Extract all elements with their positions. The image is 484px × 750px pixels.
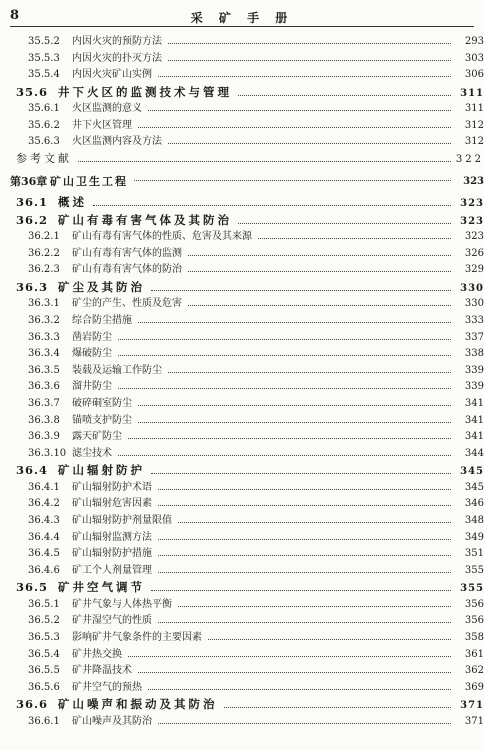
dot-leader <box>178 522 451 523</box>
dot-leader <box>138 405 451 406</box>
toc-entry <box>0 263 484 280</box>
dot-leader <box>78 161 451 162</box>
toc-entry <box>0 85 484 103</box>
toc-entry-title: 矿山辐射防护剂量限值 <box>72 514 172 526</box>
dot-leader <box>158 723 451 724</box>
toc-entry-title: 爆破防尘 <box>72 348 112 360</box>
toc-entry <box>0 531 484 548</box>
toc-entry-title: 参考文献 <box>16 152 72 166</box>
dot-leader <box>188 255 451 256</box>
dot-leader <box>168 43 451 44</box>
toc-entry-number: 36.4.4 <box>28 531 60 543</box>
toc-entry-title: 矿山有毒有害气体的防治 <box>72 264 182 276</box>
toc-entry-page: 355 <box>460 583 484 595</box>
toc-entry-number: 36.3.4 <box>28 348 60 360</box>
dot-leader <box>128 438 451 439</box>
toc-entry-page: 339 <box>464 364 484 376</box>
toc-entry-title: 凿岩防尘 <box>72 331 112 343</box>
toc-entry-number: 36.5.3 <box>28 632 60 644</box>
toc-entry <box>0 447 484 464</box>
dot-leader <box>158 76 451 77</box>
dot-leader <box>93 205 451 206</box>
toc-entry-page: 311 <box>464 103 484 115</box>
dot-leader <box>138 127 451 128</box>
dot-leader <box>158 539 451 540</box>
toc-entry-number: 36.2.1 <box>28 231 60 243</box>
toc-entry-number: 36.2 <box>16 212 49 227</box>
toc-entry-page: 341 <box>464 431 484 443</box>
toc-entry-title: 矿山辐射危害因素 <box>72 498 152 510</box>
dot-leader <box>158 505 451 506</box>
toc-entry-page: 355 <box>464 564 484 576</box>
toc-entry <box>0 195 484 213</box>
dot-leader <box>208 639 451 640</box>
toc-entry-number: 36.4.3 <box>28 514 60 526</box>
toc-entry-title: 装载及运输工作防尘 <box>72 364 162 376</box>
toc-entry-page: 326 <box>464 247 484 259</box>
dot-leader <box>224 707 452 708</box>
toc-entry-page: 338 <box>464 348 484 360</box>
toc-entry-title: 露天矿防尘 <box>72 431 122 443</box>
toc-entry <box>0 681 484 698</box>
dot-leader <box>188 271 451 272</box>
toc-entry-number: 35.6 <box>16 84 49 99</box>
toc-entry-page: 349 <box>464 531 484 543</box>
toc-entry <box>0 430 484 447</box>
toc-entry <box>0 347 484 364</box>
toc-entry <box>0 135 484 152</box>
toc-entry <box>0 715 484 732</box>
toc-entry-number: 36.3.9 <box>28 431 60 443</box>
toc-entry <box>0 280 484 298</box>
dot-leader <box>151 473 451 474</box>
toc-entry-number: 36.2.3 <box>28 264 60 276</box>
toc-entry-title: 矿尘及其防治 <box>58 279 145 294</box>
toc-entry-number: 35.6.3 <box>28 136 60 148</box>
toc-entry-title: 矿井热交换 <box>72 648 122 660</box>
toc-entry-page: 345 <box>460 466 484 478</box>
toc-entry-title: 矿井气象与人体热平衡 <box>72 598 172 610</box>
toc-entry-page: 337 <box>464 331 484 343</box>
toc-entry-number: 35.5.2 <box>28 36 60 47</box>
toc-entry-number: 36.3.10 <box>28 447 67 459</box>
toc-entry-page: 362 <box>464 665 484 677</box>
toc-entry <box>0 697 484 715</box>
toc-entry-page: 311 <box>460 87 484 99</box>
table-of-contents <box>0 35 484 732</box>
toc-entry-title: 井下火区管理 <box>72 119 132 131</box>
toc-entry-title: 矿山辐射监测方法 <box>72 531 152 543</box>
toc-entry-page: 323 <box>464 231 484 243</box>
toc-entry-number: 36.5 <box>16 580 49 595</box>
toc-entry-page: 322 <box>455 154 484 166</box>
dot-leader <box>158 555 451 556</box>
dot-leader <box>178 606 451 607</box>
toc-entry-title: 矿山辐射防护措施 <box>72 548 152 560</box>
toc-entry <box>0 314 484 331</box>
toc-entry-title: 矿山噪声和振动及其防治 <box>58 697 218 712</box>
dot-leader <box>118 339 451 340</box>
toc-entry-page: 356 <box>464 598 484 610</box>
dot-leader <box>151 290 451 291</box>
toc-entry-number: 第36章 <box>10 175 48 189</box>
toc-entry-title: 矿井空气调节 <box>58 580 145 595</box>
toc-entry-number: 36.5.5 <box>28 665 60 677</box>
toc-entry <box>0 463 484 481</box>
toc-entry-title: 矿山噪声及其防治 <box>72 715 152 727</box>
toc-entry-page: 312 <box>464 119 484 131</box>
toc-entry-page: 344 <box>464 447 484 459</box>
dot-leader <box>158 572 451 573</box>
toc-entry <box>0 414 484 431</box>
dot-leader <box>148 110 451 111</box>
dot-leader <box>134 180 451 181</box>
toc-entry-number: 35.5.3 <box>28 52 60 64</box>
toc-entry-number: 36.4.5 <box>28 548 60 560</box>
toc-entry <box>0 68 484 85</box>
toc-entry-number: 36.3.6 <box>28 381 60 393</box>
toc-entry-number: 35.6.2 <box>28 119 60 131</box>
toc-entry <box>0 664 484 681</box>
dot-leader <box>128 656 451 657</box>
toc-entry <box>0 230 484 247</box>
toc-entry-title: 矿工个人剂量管理 <box>72 564 152 576</box>
toc-entry-page: 323 <box>460 215 484 227</box>
toc-entry-number: 36.6.1 <box>28 715 60 727</box>
toc-entry-page: 303 <box>464 52 484 64</box>
toc-entry <box>0 514 484 531</box>
toc-entry-number: 36.4.1 <box>28 481 60 493</box>
toc-entry-number: 36.3.2 <box>28 314 60 326</box>
toc-entry-number: 36.4.6 <box>28 564 60 576</box>
toc-entry-page: 329 <box>464 264 484 276</box>
toc-entry-number: 36.3.1 <box>28 298 60 310</box>
toc-entry-title: 内因火灾的扑灭方法 <box>72 52 162 64</box>
toc-entry-title: 溜井防尘 <box>72 381 112 393</box>
dot-leader <box>258 238 451 239</box>
toc-entry <box>0 580 484 598</box>
toc-entry-title: 井下火区的监测技术与管理 <box>58 84 232 99</box>
page-number: 8 <box>10 8 20 23</box>
dot-leader <box>158 489 451 490</box>
dot-leader <box>138 322 451 323</box>
toc-entry-title: 矿山有毒有害气体的监测 <box>72 247 182 259</box>
toc-entry-title: 锚喷支护防尘 <box>72 414 132 426</box>
dot-leader <box>151 590 451 591</box>
toc-entry-page: 371 <box>460 700 484 712</box>
toc-entry-title: 矿山有毒有害气体及其防治 <box>58 212 232 227</box>
toc-entry-title: 矿井降温技术 <box>72 665 132 677</box>
toc-entry-number: 36.4.2 <box>28 498 60 510</box>
dot-leader <box>168 143 451 144</box>
toc-entry-number: 36.6 <box>16 697 49 712</box>
toc-entry-page: 330 <box>464 298 484 310</box>
page-header <box>10 8 474 27</box>
toc-entry-page: 312 <box>464 136 484 148</box>
toc-entry-number: 36.4 <box>16 463 49 478</box>
toc-entry-page: 358 <box>464 632 484 644</box>
toc-entry-number: 36.3 <box>16 279 49 294</box>
toc-entry-title: 滤尘技术 <box>72 447 112 459</box>
dot-leader <box>118 388 451 389</box>
toc-entry <box>0 648 484 665</box>
toc-entry <box>0 213 484 231</box>
toc-entry <box>0 247 484 264</box>
toc-entry-page: 333 <box>464 314 484 326</box>
toc-entry-number: 35.5.4 <box>28 69 60 81</box>
toc-entry-number: 36.1 <box>16 195 49 210</box>
running-title: 采 矿 手 册 <box>190 11 294 25</box>
toc-entry <box>0 52 484 69</box>
toc-entry-page: 323 <box>460 198 484 210</box>
toc-entry <box>0 547 484 564</box>
toc-entry-page: 348 <box>464 514 484 526</box>
toc-entry <box>0 102 484 119</box>
toc-entry-number: 35.6.1 <box>28 103 60 115</box>
toc-entry <box>0 169 484 195</box>
toc-entry <box>0 380 484 397</box>
toc-entry-page: 341 <box>464 397 484 409</box>
toc-entry-page: 341 <box>464 414 484 426</box>
toc-entry-page: 371 <box>464 715 484 727</box>
toc-entry-title: 内因火灾矿山实例 <box>72 69 152 81</box>
toc-entry-number: 36.3.3 <box>28 331 60 343</box>
toc-entry-title: 矿山辐射防护术语 <box>72 481 152 493</box>
toc-entry <box>0 152 484 169</box>
toc-entry <box>0 297 484 314</box>
toc-entry <box>0 331 484 348</box>
toc-entry-title: 内因火灾的预防方法 <box>72 36 162 47</box>
toc-entry <box>0 35 484 52</box>
toc-entry-number: 36.2.2 <box>28 247 60 259</box>
toc-entry <box>0 631 484 648</box>
toc-entry-title: 矿井空气的预热 <box>72 681 142 693</box>
toc-entry-title: 矿尘的产生、性质及危害 <box>72 298 182 310</box>
toc-entry-title: 影响矿井气象条件的主要因素 <box>72 632 202 644</box>
toc-entry-page: 369 <box>464 681 484 693</box>
dot-leader <box>238 223 451 224</box>
toc-entry <box>0 364 484 381</box>
toc-entry-page: 330 <box>460 282 484 294</box>
dot-leader <box>188 305 451 306</box>
toc-entry-page: 306 <box>464 69 484 81</box>
toc-entry-page: 323 <box>463 176 484 188</box>
toc-entry-title: 矿山有毒有害气体的性质、危害及其来源 <box>72 231 252 243</box>
toc-entry-page: 345 <box>464 481 484 493</box>
toc-entry-title: 矿山卫生工程 <box>50 175 128 189</box>
toc-entry-number: 36.5.4 <box>28 648 60 660</box>
toc-entry-title: 综合防尘措施 <box>72 314 132 326</box>
toc-entry-number: 36.3.5 <box>28 364 60 376</box>
toc-entry <box>0 397 484 414</box>
toc-entry-title: 破碎硐室防尘 <box>72 397 132 409</box>
dot-leader <box>118 355 451 356</box>
dot-leader <box>238 95 451 96</box>
toc-entry <box>0 481 484 498</box>
toc-entry <box>0 119 484 136</box>
toc-entry-title: 概述 <box>58 195 87 210</box>
toc-entry-title: 火区监测的意义 <box>72 103 142 115</box>
toc-entry-page: 351 <box>464 548 484 560</box>
toc-entry-title: 矿井湿空气的性质 <box>72 615 152 627</box>
toc-entry-page: 339 <box>464 381 484 393</box>
toc-entry-page: 346 <box>464 498 484 510</box>
dot-leader <box>168 372 451 373</box>
dot-leader <box>138 672 451 673</box>
toc-entry-number: 36.5.2 <box>28 615 60 627</box>
dot-leader <box>118 455 451 456</box>
toc-entry-number: 36.5.1 <box>28 598 60 610</box>
dot-leader <box>168 60 451 61</box>
dot-leader <box>148 689 451 690</box>
toc-entry <box>0 598 484 615</box>
toc-entry-number: 36.5.6 <box>28 681 60 693</box>
toc-entry <box>0 497 484 514</box>
toc-entry-number: 36.3.7 <box>28 397 60 409</box>
toc-entry <box>0 564 484 581</box>
toc-entry-page: 356 <box>464 615 484 627</box>
toc-entry-number: 36.3.8 <box>28 414 60 426</box>
toc-entry-title: 矿山辐射防护 <box>58 463 145 478</box>
dot-leader <box>138 422 451 423</box>
toc-entry-page: 293 <box>464 36 484 47</box>
toc-entry-page: 361 <box>464 648 484 660</box>
toc-entry-title: 火区监测内容及方法 <box>72 136 162 148</box>
toc-entry <box>0 614 484 631</box>
dot-leader <box>158 622 451 623</box>
